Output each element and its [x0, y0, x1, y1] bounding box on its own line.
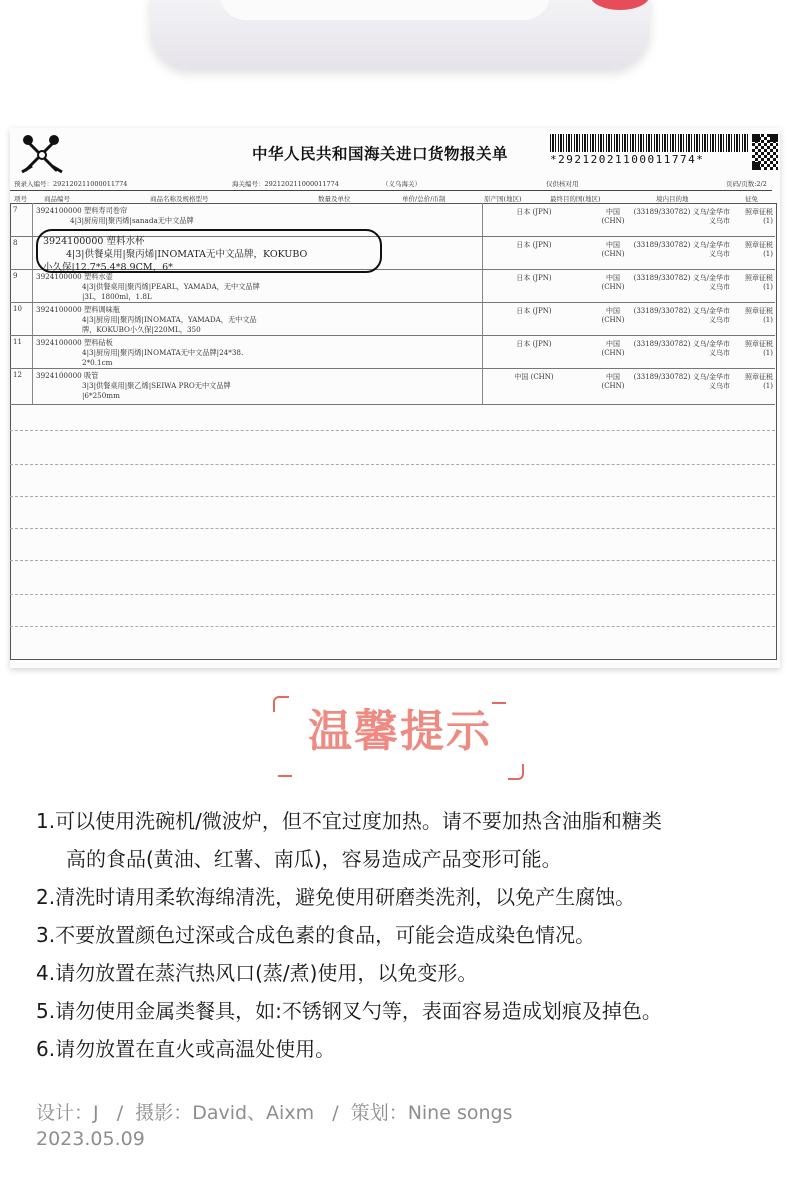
customs-number: 海关编号：292120211000011774: [232, 180, 339, 188]
qr-code-icon: [752, 134, 778, 170]
row-domestic-dest: (33189/330782) 义乌/金华市 义乌市: [633, 307, 730, 324]
col-header-dest-country: 最终目的国(地区): [550, 195, 601, 203]
col-header-no: 项号: [14, 195, 27, 203]
empty-row-line: [10, 594, 775, 595]
empty-row-line: [10, 626, 775, 627]
row-domestic-dest: (33189/330782) 义乌/金华市 义乌市: [633, 340, 730, 357]
col-header-qty: 数量及单位: [318, 195, 351, 203]
row-number: 9: [13, 272, 18, 280]
row-spec: 4|3|供餐桌用|聚丙烯|PEARL，YAMADA，无中文品牌 |3L，1800ml，1.8L: [82, 282, 260, 301]
col-header-tax: 征免: [745, 195, 758, 203]
col-divider: [482, 203, 483, 405]
barcode-text: *29212021100011774*: [550, 153, 705, 166]
row-origin: 日本 (JPN): [516, 241, 552, 249]
row-origin: 日本 (JPN): [516, 340, 552, 348]
row-spec: 4|3|供餐桌用|聚丙烯|INOMATA无中文品牌，KOKUBO: [66, 249, 308, 260]
row-origin: 日本 (JPN): [516, 307, 552, 315]
empty-row-line: [10, 464, 775, 465]
row-origin: 日本 (JPN): [516, 208, 552, 216]
pre-entry-number: 预录入编号：292120211000011774: [14, 180, 128, 188]
customs-emblem-icon: [18, 132, 66, 176]
row-spec-continued: 小久保|12.7*5.4*8.9CM，6*: [43, 262, 173, 273]
empty-row-line: [10, 496, 775, 497]
box-lid: [220, 0, 550, 20]
tip-item: 2.清洗时请用柔软海绵清洗，避免使用研磨类洗剂，以免产生腐蚀。: [36, 885, 636, 909]
header-rule: [10, 190, 772, 191]
row-origin: 中国 (CHN): [514, 373, 554, 381]
empty-row-line: [10, 528, 775, 529]
row-domestic-dest: (33189/330782) 义乌/金华市 义乌市: [633, 208, 730, 225]
publish-date: 2023.05.09: [36, 1128, 145, 1150]
row-dest-country: 中国 (CHN): [601, 208, 625, 225]
row-tax: 照章征税 (1): [745, 241, 773, 258]
empty-row-line: [10, 430, 775, 431]
barcode-icon: [550, 134, 748, 152]
tip-item: 3.不要放置颜色过深或合成色素的食品，可能会造成染色情况。: [36, 923, 596, 947]
row-code-name: 3924100000 塑料砧板: [36, 338, 113, 347]
tip-item-continued: 高的食品(黄油、红薯、南瓜)，容易造成产品变形可能。: [66, 847, 562, 871]
tip-item: 1.可以使用洗碗机/微波炉，但不宜过度加热。请不要加热含油脂和糖类: [36, 809, 662, 833]
tip-item: 4.请勿放置在蒸汽热风口(蒸/煮)使用，以免变形。: [36, 961, 478, 985]
row-code-name: 3924100000 塑料水杯: [43, 236, 145, 247]
row-code-name: 3924100000 塑料水壶: [36, 272, 113, 281]
row-dest-country: 中国 (CHN): [601, 373, 625, 390]
row-number: 12: [13, 371, 22, 379]
row-tax: 照章征税 (1): [745, 373, 773, 390]
row-dest-country: 中国 (CHN): [601, 241, 625, 258]
row-origin: 日本 (JPN): [516, 274, 552, 282]
title-bracket-bottom-right: [508, 764, 524, 780]
row-dest-country: 中国 (CHN): [601, 307, 625, 324]
box-red-mark: [590, 0, 650, 10]
row-divider: [10, 404, 775, 405]
row-spec: 3|3|供餐桌用|聚乙烯|SEIWA PRO无中文品牌 |6*250mm: [82, 381, 231, 400]
row-tax: 照章征税 (1): [745, 307, 773, 324]
row-tax: 照章征税 (1): [745, 208, 773, 225]
page-number: 页码/页数:2/2: [726, 180, 767, 188]
row-domestic-dest: (33189/330782) 义乌/金华市 义乌市: [633, 373, 730, 390]
customs-office: （义乌海关）: [382, 180, 421, 188]
credits: 设计：J / 摄影：David、Aixm / 策划：Nine songs: [36, 1102, 513, 1124]
customs-declaration: [10, 128, 780, 668]
document-title: 中华人民共和国海关进口货物报关单: [252, 145, 509, 163]
title-accent-line: [278, 775, 292, 777]
row-spec: 4|3|厨房用|聚丙烯|sanada无中文品牌: [70, 216, 194, 225]
product-box-photo: [150, 0, 650, 68]
row-divider: [10, 302, 775, 303]
row-number: 10: [13, 305, 22, 313]
row-number: 8: [13, 239, 18, 247]
row-code-name: 3924100000 吸管: [36, 371, 99, 380]
row-tax: 照章征税 (1): [745, 340, 773, 357]
col-header-name: 商品名称及规格型号: [150, 195, 209, 203]
row-domestic-dest: (33189/330782) 义乌/金华市 义乌市: [633, 241, 730, 258]
empty-row-line: [10, 560, 775, 561]
col-divider: [32, 203, 33, 405]
col-header-domestic: 境内目的地: [656, 195, 689, 203]
row-divider: [10, 335, 775, 336]
row-domestic-dest: (33189/330782) 义乌/金华市 义乌市: [633, 274, 730, 291]
verification-note: 仅供核对用: [546, 180, 579, 188]
row-tax: 照章征税 (1): [745, 274, 773, 291]
row-code-name: 3924100000 塑料寿司卷帘: [36, 206, 128, 215]
tip-item: 6.请勿放置在直火或高温处使用。: [36, 1037, 336, 1061]
col-header-origin: 原产国(地区): [484, 195, 522, 203]
tip-item: 5.请勿使用金属类餐具，如:不锈钢叉勺等，表面容易造成划痕及掉色。: [36, 999, 662, 1023]
row-number: 11: [13, 338, 22, 346]
col-header-code: 商品编号: [44, 195, 70, 203]
row-spec: 4|3|厨房用|聚丙烯|INOMATA，YAMADA，无中文品 牌，KOKUBO小久保|220ML，350: [82, 315, 257, 334]
tips-title: 温馨提示: [308, 706, 492, 757]
col-header-price: 单价/总价/币制: [402, 195, 446, 203]
row-dest-country: 中国 (CHN): [601, 274, 625, 291]
row-number: 7: [13, 206, 18, 214]
row-code-name: 3924100000 塑料调味瓶: [36, 305, 120, 314]
row-dest-country: 中国 (CHN): [601, 340, 625, 357]
row-divider: [10, 368, 775, 369]
row-spec: 4|3|厨房用|聚丙烯|INOMATA无中文品牌|24*38. 2*0.1cm: [82, 348, 244, 367]
